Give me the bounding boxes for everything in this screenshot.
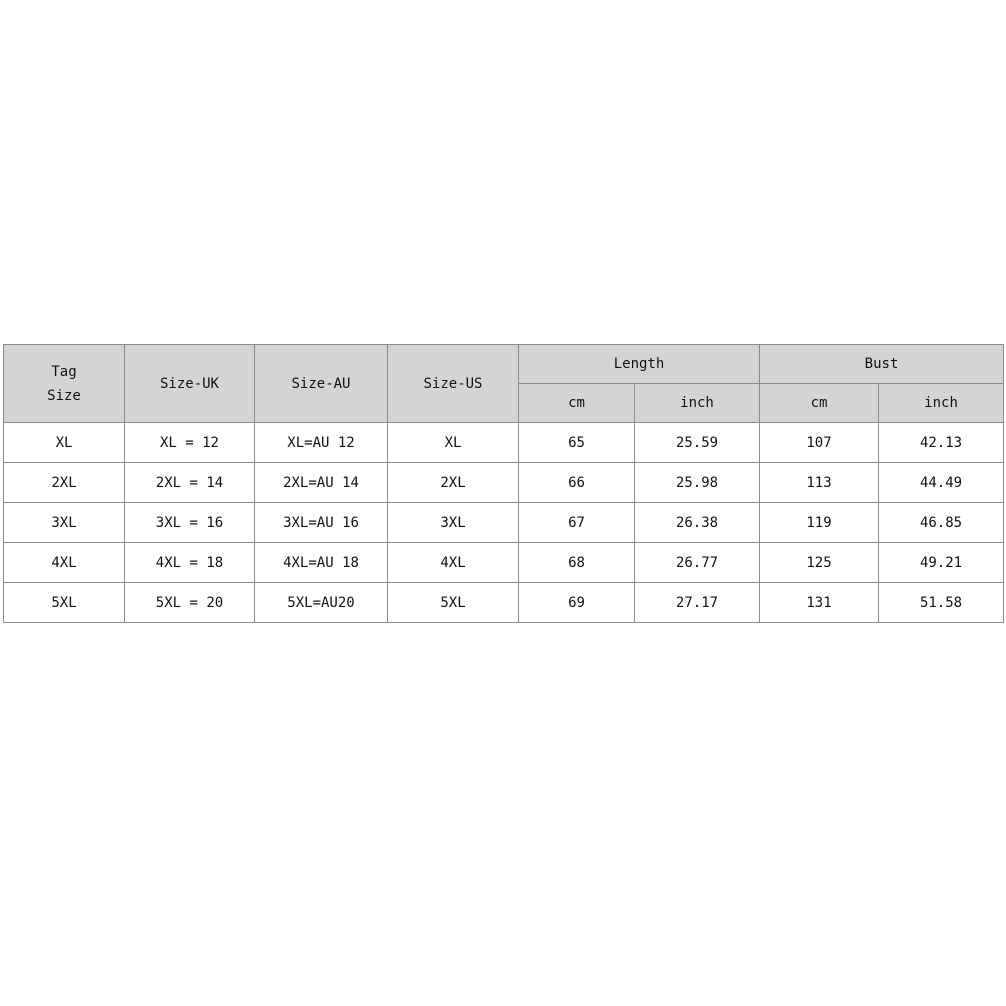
cell-length-inch: 27.17 (635, 583, 760, 623)
cell-bust-inch: 44.49 (879, 463, 1004, 503)
table-row (4, 503, 1004, 543)
cell-tag-size: 4XL (4, 543, 125, 583)
header-size-uk: Size-UK (125, 345, 255, 423)
cell-length-cm: 69 (519, 583, 635, 623)
cell-length-inch: 25.59 (635, 423, 760, 463)
cell-bust-cm: 125 (760, 543, 879, 583)
cell-size-au: 5XL=AU20 (255, 583, 388, 623)
cell-size-au: XL=AU 12 (255, 423, 388, 463)
cell-size-uk: XL = 12 (125, 423, 255, 463)
table-row (4, 463, 1004, 503)
size-chart-table (3, 344, 1004, 623)
header-size-us: Size-US (388, 345, 519, 423)
cell-length-inch: 26.38 (635, 503, 760, 543)
header-bust-inch: inch (879, 384, 1004, 423)
cell-size-us: 2XL (388, 463, 519, 503)
header-row (4, 345, 1004, 384)
header-tag-size-line-1: Tag (51, 363, 77, 380)
cell-size-uk: 3XL = 16 (125, 503, 255, 543)
header-tag-size-line-2: Size (47, 387, 81, 404)
cell-tag-size: XL (4, 423, 125, 463)
cell-bust-cm: 131 (760, 583, 879, 623)
cell-bust-inch: 42.13 (879, 423, 1004, 463)
cell-bust-inch: 49.21 (879, 543, 1004, 583)
header-length: Length (519, 345, 760, 384)
cell-size-uk: 4XL = 18 (125, 543, 255, 583)
header-tag-size (4, 345, 125, 423)
header-size-au: Size-AU (255, 345, 388, 423)
cell-tag-size: 5XL (4, 583, 125, 623)
header-bust-cm: cm (760, 384, 879, 423)
cell-size-uk: 5XL = 20 (125, 583, 255, 623)
cell-length-inch: 26.77 (635, 543, 760, 583)
table-row (4, 583, 1004, 623)
table-row (4, 543, 1004, 583)
cell-size-au: 2XL=AU 14 (255, 463, 388, 503)
cell-size-au: 4XL=AU 18 (255, 543, 388, 583)
cell-size-us: XL (388, 423, 519, 463)
cell-bust-inch: 46.85 (879, 503, 1004, 543)
cell-length-cm: 65 (519, 423, 635, 463)
cell-length-cm: 66 (519, 463, 635, 503)
header-length-inch: inch (635, 384, 760, 423)
cell-bust-cm: 113 (760, 463, 879, 503)
cell-tag-size: 3XL (4, 503, 125, 543)
cell-length-cm: 67 (519, 503, 635, 543)
header-bust: Bust (760, 345, 1004, 384)
cell-size-us: 3XL (388, 503, 519, 543)
cell-size-us: 5XL (388, 583, 519, 623)
cell-bust-cm: 107 (760, 423, 879, 463)
header-length-cm: cm (519, 384, 635, 423)
cell-bust-cm: 119 (760, 503, 879, 543)
cell-length-inch: 25.98 (635, 463, 760, 503)
cell-size-uk: 2XL = 14 (125, 463, 255, 503)
table-row (4, 423, 1004, 463)
cell-length-cm: 68 (519, 543, 635, 583)
cell-size-us: 4XL (388, 543, 519, 583)
cell-bust-inch: 51.58 (879, 583, 1004, 623)
cell-tag-size: 2XL (4, 463, 125, 503)
cell-size-au: 3XL=AU 16 (255, 503, 388, 543)
